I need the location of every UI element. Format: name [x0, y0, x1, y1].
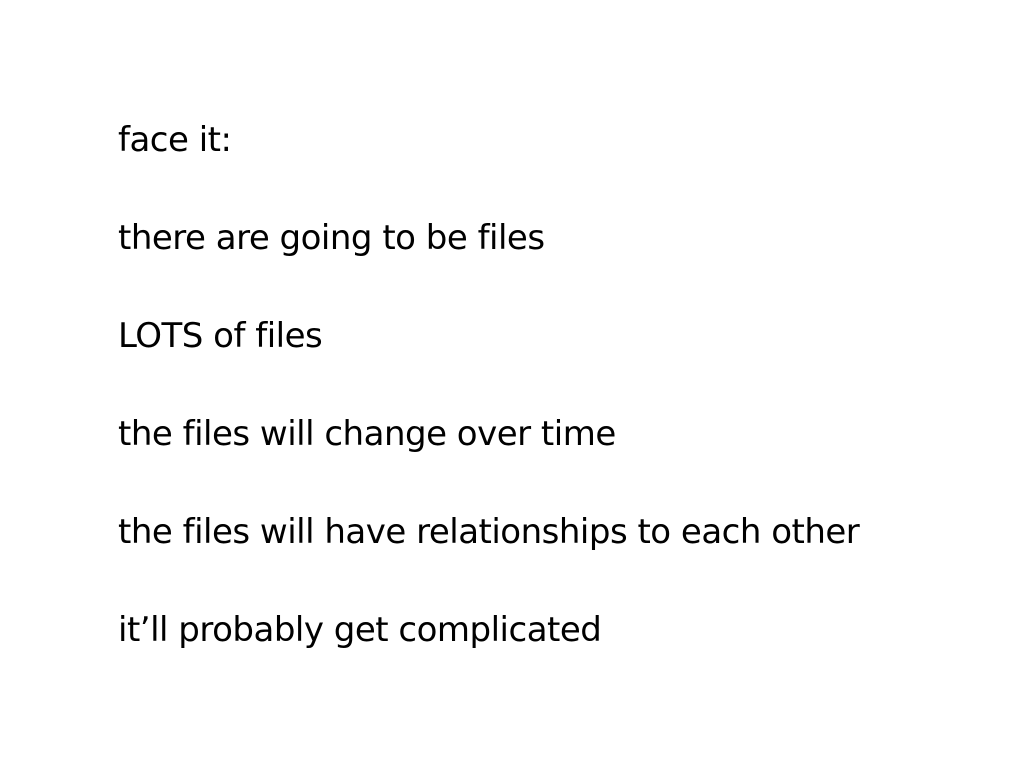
slide-line-intro: face it:	[118, 120, 232, 160]
slide-line-relationships: the files will have relationships to each other	[118, 512, 860, 552]
slide-line-lots-of-files: LOTS of files	[118, 316, 323, 356]
slide-line-complicated: it’ll probably get complicated	[118, 610, 602, 650]
slide-line-files: there are going to be files	[118, 218, 545, 258]
slide-line-change: the files will change over time	[118, 414, 616, 454]
